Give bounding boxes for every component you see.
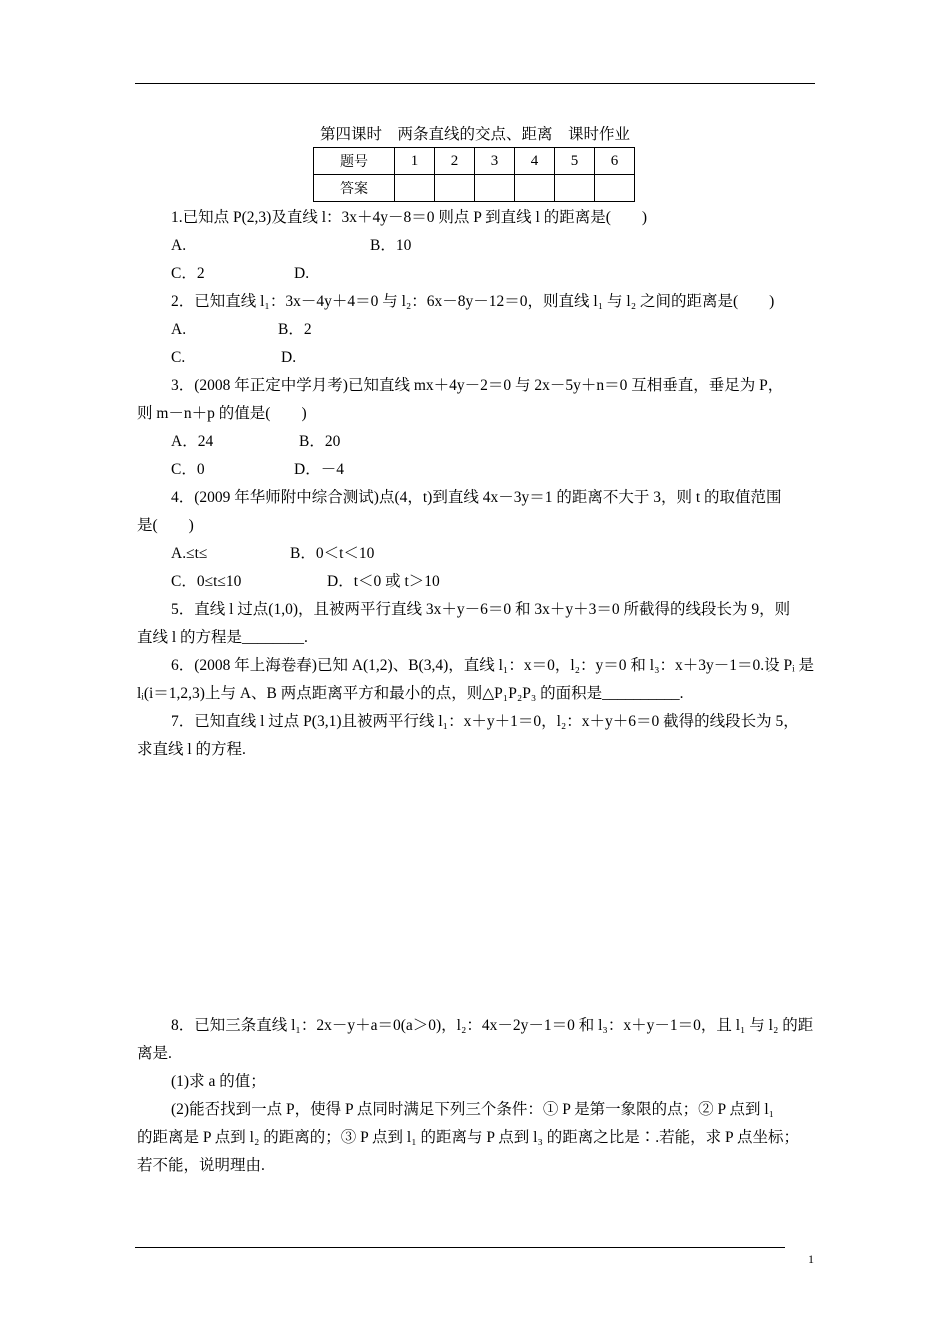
answer-table-number: 6 (595, 148, 635, 175)
header-rule (135, 83, 815, 84)
question-8-line-1: 8．已知三条直线 l₁：2x－y＋a＝0(a＞0)，l₂：4x－2y－1＝0 和 l₃：x＋y－1＝0，且 l₁ 与 l₂ 的距 (171, 1017, 814, 1034)
question-1-option-b: B．10 (370, 237, 412, 254)
question-4-option-d: D．t＜0 或 t＞10 (327, 573, 440, 590)
question-3-line-2: 则 m－n＋p 的值是( ) (137, 405, 307, 422)
footer-rule (135, 1247, 785, 1248)
page-number: 1 (808, 1252, 814, 1266)
question-1-text: 1.已知点 P(2,3)及直线 l：3x＋4y－8＝0 则点 P 到直线 l 的距离是( ) (171, 209, 648, 226)
question-6-line-2: lᵢ(i＝1,2,3)上与 A、B 两点距离平方和最小的点，则△P₁P₂P₃ 的面积是__________. (137, 685, 684, 702)
answer-table-answer-label: 答案 (314, 175, 395, 202)
question-2-option-d: D. (281, 349, 297, 366)
answer-cell[interactable] (595, 175, 635, 202)
question-4-line-1: 4．(2009 年华师附中综合测试)点(4，t)到直线 4x－3y＝1 的距离不大于 3，则 t 的取值范围 (171, 489, 782, 506)
question-3-option-c: C．0 (171, 461, 205, 478)
question-4-option-c: C．0≤t≤10 (171, 573, 242, 590)
answer-cell[interactable] (515, 175, 555, 202)
answer-table-number: 1 (395, 148, 435, 175)
question-8-sub-2-line-2: 的距离是 P 点到 l₂ 的距离的；③ P 点到 l₁ 的距离与 P 点到 l₃ 的距离之比是∶.若能，求 P 点坐标； (137, 1129, 799, 1146)
answer-cell[interactable] (555, 175, 595, 202)
question-1-option-a: A. (171, 237, 187, 254)
question-2-text: 2．已知直线 l₁：3x－4y＋4＝0 与 l₂：6x－8y－12＝0，则直线 l₁ 与 l₂ 之间的距离是( ) (171, 293, 775, 310)
page-title: 第四课时 两条直线的交点、距离 课时作业 (319, 126, 630, 143)
question-3-option-a: A．24 (171, 433, 214, 450)
answer-cell[interactable] (435, 175, 475, 202)
question-2-option-b: B．2 (278, 321, 312, 338)
question-6-line-1: 6．(2008 年上海卷春)已知 A(1,2)、B(3,4)，直线 l₁：x＝0，l₂：y＝0 和 l₃：x＋3y－1＝0.设 Pᵢ 是 (171, 657, 815, 674)
question-8-sub-1: (1)求 a 的值； (171, 1073, 266, 1090)
question-4-option-b: B．0＜t＜10 (290, 545, 375, 562)
answer-table (313, 147, 635, 202)
question-4-option-a: A.≤t≤ (171, 545, 208, 562)
answer-table-number: 2 (435, 148, 475, 175)
question-3-option-b: B．20 (299, 433, 341, 450)
answer-table-number: 4 (515, 148, 555, 175)
answer-table-number: 5 (555, 148, 595, 175)
question-8-sub-2-line-3: 若不能，说明理由. (137, 1157, 265, 1174)
answer-table-header-label: 题号 (314, 148, 395, 175)
question-3-option-d: D．－4 (294, 461, 344, 478)
answer-table-answer-row (314, 175, 635, 202)
question-7-line-1: 7．已知直线 l 过点 P(3,1)且被两平行线 l₁：x＋y＋1＝0，l₂：x＋y＋6＝0 截得的线段长为 5， (171, 713, 799, 730)
answer-cell[interactable] (475, 175, 515, 202)
question-7-line-2: 求直线 l 的方程. (137, 741, 246, 758)
answer-table-header-row (314, 148, 635, 175)
answer-cell[interactable] (395, 175, 435, 202)
question-2-option-a: A. (171, 321, 187, 338)
question-4-line-2: 是( ) (137, 517, 194, 534)
question-8-sub-2-line-1: (2)能否找到一点 P，使得 P 点同时满足下列三个条件：① P 是第一象限的点；② P 点到 l₁ (171, 1101, 775, 1118)
question-1-option-d: D. (294, 265, 310, 282)
question-5-line-1: 5．直线 l 过点(1,0)，且被两平行直线 3x＋y－6＝0 和 3x＋y＋3＝0 所截得的线段长为 9，则 (171, 601, 791, 618)
question-5-line-2: 直线 l 的方程是________. (137, 629, 308, 646)
answer-table-number: 3 (475, 148, 515, 175)
question-1-option-c: C．2 (171, 265, 205, 282)
question-8-line-2: 离是. (137, 1045, 172, 1062)
question-3-line-1: 3．(2008 年正定中学月考)已知直线 mx＋4y－2＝0 与 2x－5y＋n＝0 互相垂直，垂足为 P， (171, 377, 784, 394)
question-2-option-c: C. (171, 349, 186, 366)
